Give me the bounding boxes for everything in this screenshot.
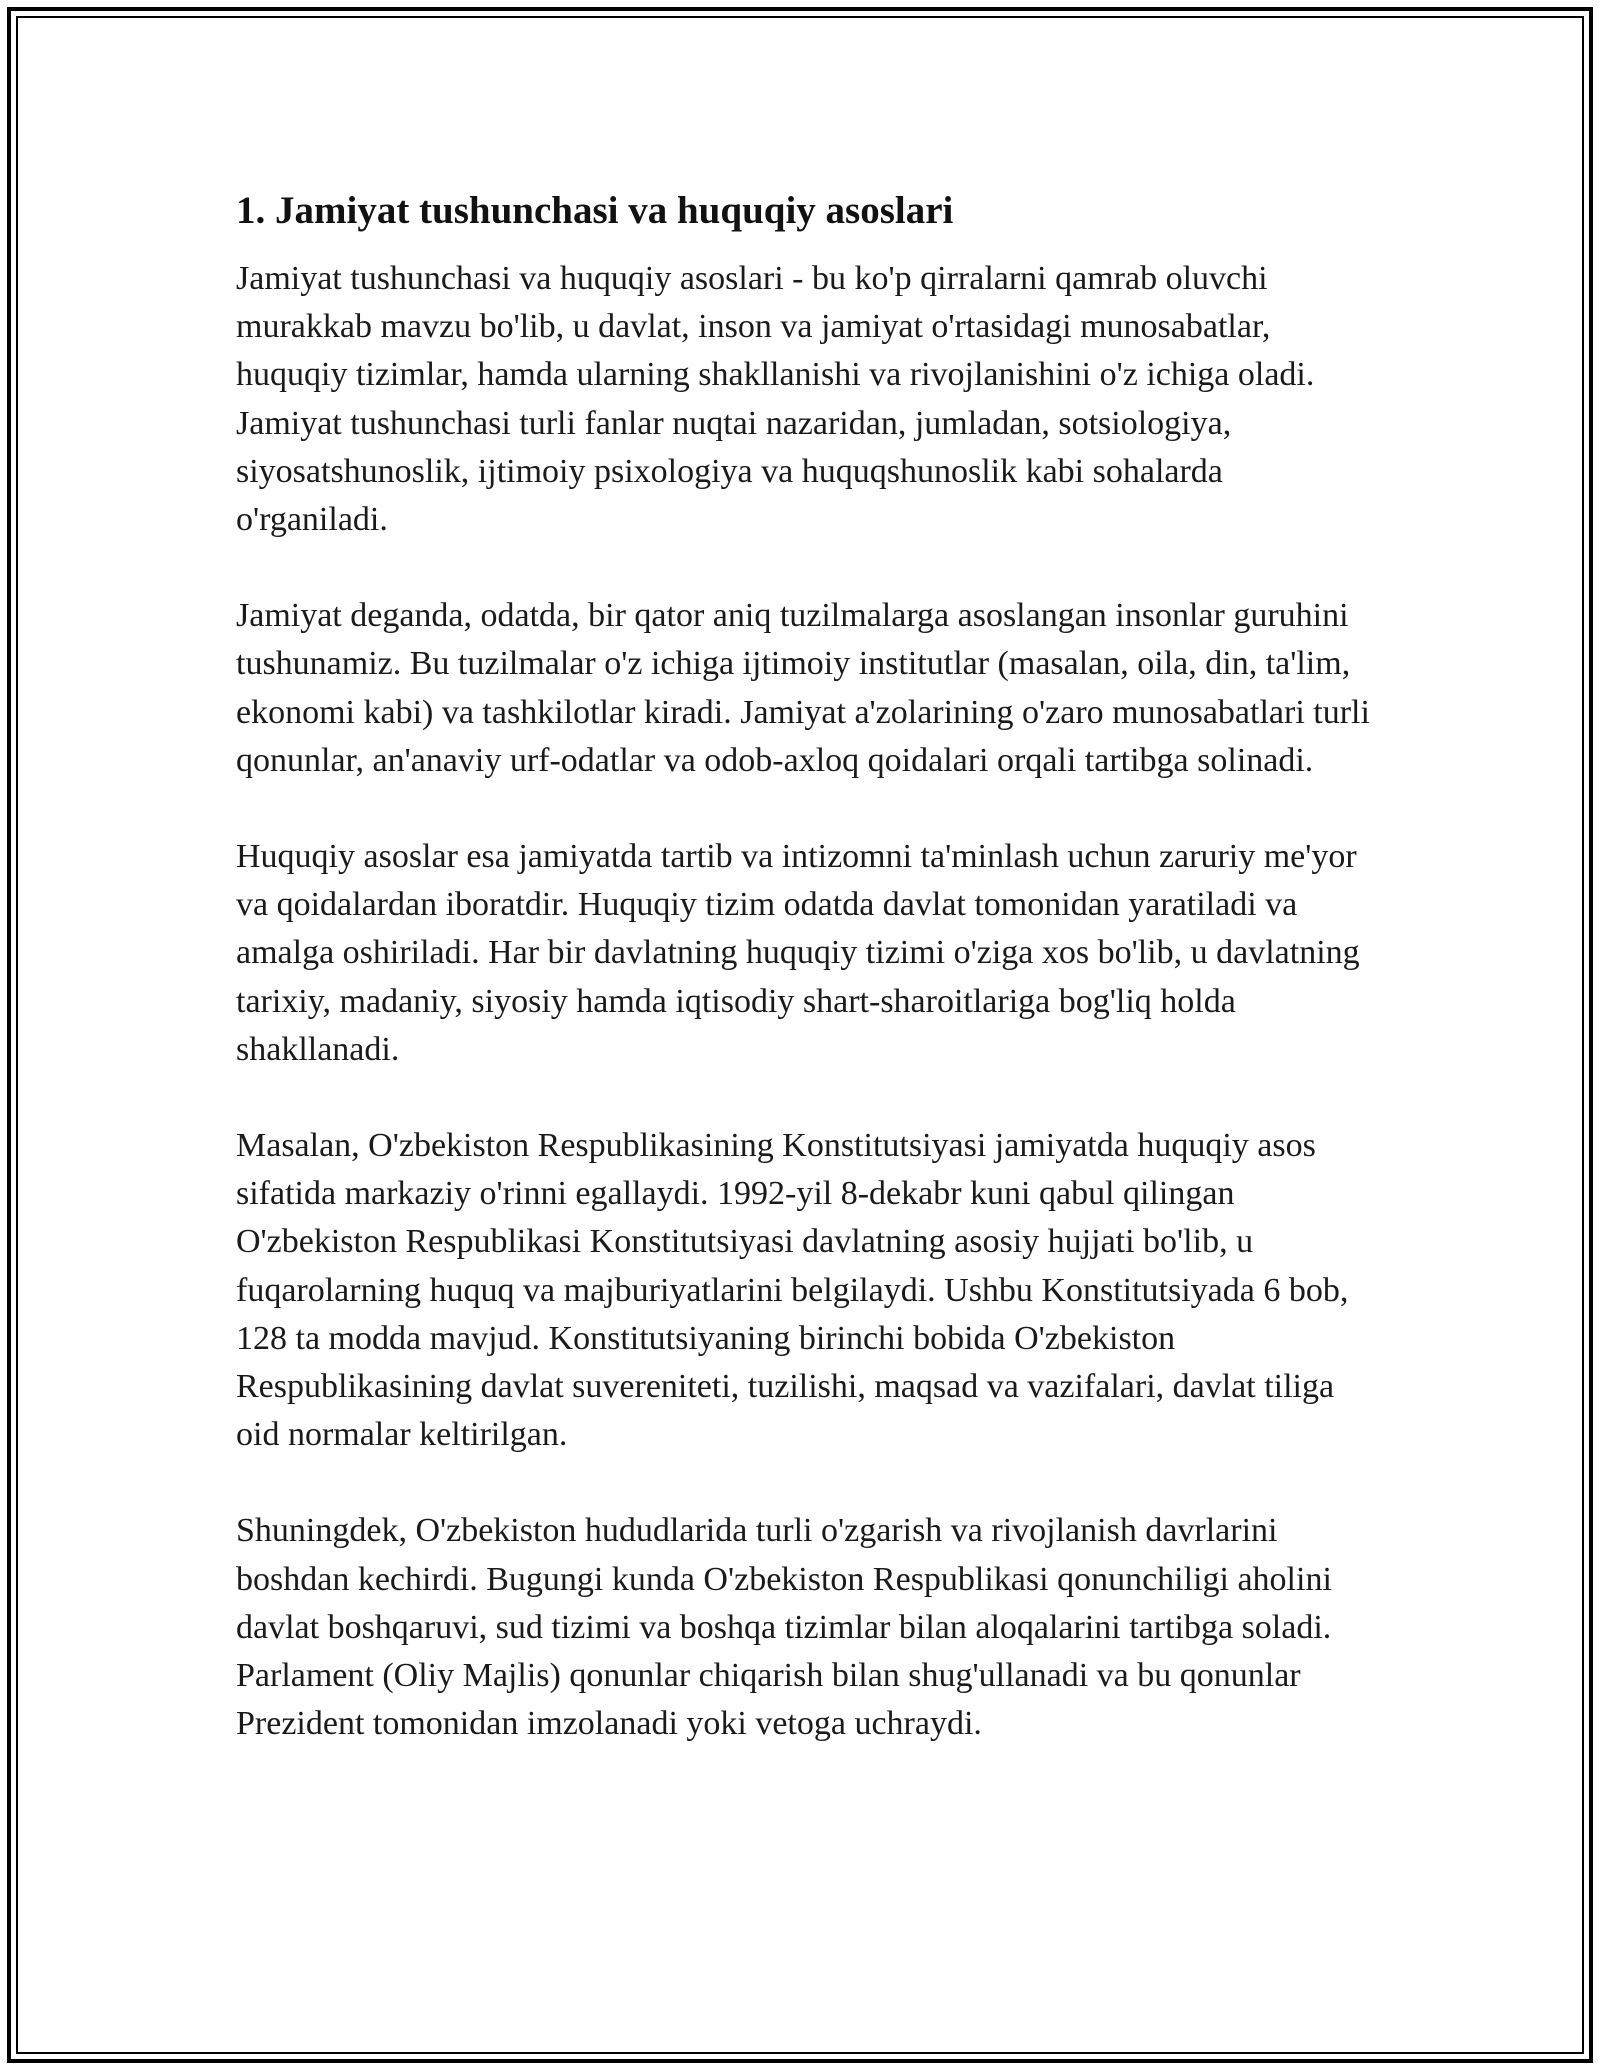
paragraph-2: Jamiyat deganda, odatda, bir qator aniq tuzilmalarga asoslangan insonlar guruhini tushunamiz. Bu tuzilmalar o'z ichiga ijtimoiy institutlar (masalan, oila, din, ta'lim, ekonomi kabi) va tashkilotlar kiradi. Jamiyat a'zolarining o'zaro munosabatlari turli qonunlar, an'anaviy urf-odatlar va odob-axloq qoidalari orqali tartibga solinadi. <box>236 597 1370 779</box>
section-heading: 1. Jamiyat tushunchasi va huquqiy asoslari <box>236 189 954 232</box>
paragraph-4: Masalan, O'zbekiston Respublikasining Konstitutsiyasi jamiyatda huquqiy asos sifatida markaziy o'rinni egallaydi. 1992-yil 8-dekabr kuni qabul qilingan O'zbekiston Respublikasi Konstitutsiyasi davlatning asosiy hujjati bo'lib, u fuqarolarning huquq va majburiyatlarini belgilaydi. Ushbu Konstitutsiyada 6 bob, 128 ta modda mavjud. Konstitutsiyaning birinchi bobida O'zbekiston Respublikasining davlat suvereniteti, tuzilishi, maqsad va vazifalari, davlat tiliga oid normalar keltirilgan. <box>236 1127 1349 1454</box>
paragraph-5: Shuningdek, O'zbekiston hududlarida turli o'zgarish va rivojlanish davrlarini boshdan kechirdi. Bugungi kunda O'zbekiston Respublikasi qonunchiligi aholini davlat boshqaruvi, sud tizimi va boshqa tizimlar bilan aloqalarini tartibga soladi. Parlament (Oliy Majlis) qonunlar chiqarish bilan shug'ullanadi va bu qonunlar Prezident tomonidan imzolanadi yoki vetoga uchraydi. <box>236 1512 1332 1743</box>
paragraph-3: Huquqiy asoslar esa jamiyatda tartib va intizomni ta'minlash uchun zaruriy me'yor va qoidalardan iboratdir. Huquqiy tizim odatda davlat tomonidan yaratiladi va amalga oshiriladi. Har bir davlatning huquqiy tizimi o'ziga xos bo'lib, u davlatning tarixiy, madaniy, siyosiy hamda iqtisodiy shart-sharoitlariga bog'liq holda shakllanadi. <box>236 838 1360 1068</box>
document-body <box>236 185 1376 1796</box>
paragraph-1: Jamiyat tushunchasi va huquqiy asoslari - bu ko'p qirralarni qamrab oluvchi murakkab mavzu bo'lib, u davlat, inson va jamiyat o'rtasidagi munosabatlar, huquqiy tizimlar, hamda ularning shakllanishi va rivojlanishini o'z ichiga oladi. Jamiyat tushunchasi turli fanlar nuqtai nazaridan, jumladan, sotsiologiya, siyosatshunoslik, ijtimoiy psixologiya va huquqshunoslik kabi sohalarda o'rganiladi. <box>236 260 1315 539</box>
